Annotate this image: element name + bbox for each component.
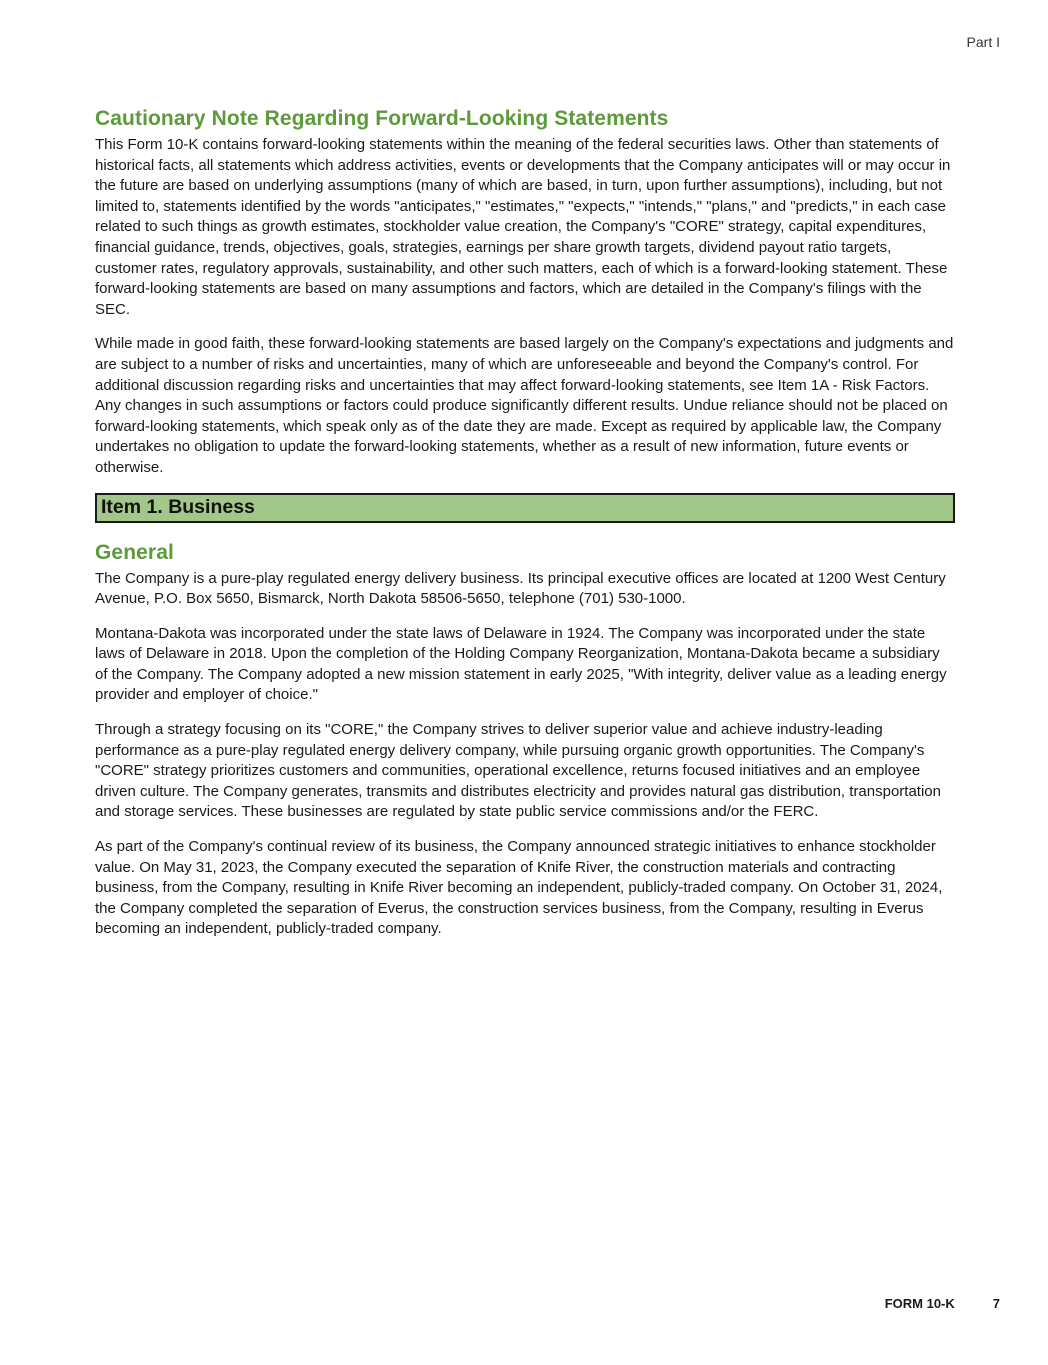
general-paragraph-4: As part of the Company's continual review of its business, the Company announced strategic initiatives to enhance stockholder value. On May 31, 2023, the Company executed the separation of Knife River, the construction materials and contracting business, from the Company, resulting in Knife River becoming an independent, publicly-traded company. On October 31, 2024, the Company completed the separation of Everus, the construction services business, from the Company, resulting in Everus becoming an independent, publicly-traded company.: [95, 838, 943, 938]
cautionary-paragraph-2: While made in good faith, these forward-looking statements are based largely on the Company's expectations and judgments and are subject to a number of risks and uncertainties, many of which are unforeseeable and beyond the Company's control. For additional discussion regarding risks and uncertainties that may affect forward-looking statements, see Item 1A - Risk Factors. Any changes in such assumptions or factors could produce significantly different results. Undue reliance should not be placed on forward-looking statements, which speak only as of the date they are made. Except as required by applicable law, the Company undertakes no obligation to update the forward-looking statements, whether as a result of new information, future events or otherwise.: [95, 335, 954, 476]
page-footer: [885, 1296, 1000, 1311]
part-label: Part I: [966, 34, 1000, 50]
cautionary-heading: Cautionary Note Regarding Forward-Looking Statements: [95, 107, 669, 130]
general-paragraph-1: The Company is a pure-play regulated energy delivery business. Its principal executive offices are located at 1200 West Century Avenue, P.O. Box 5650, Bismarck, North Dakota 58506-5650, telephone (701) 530-1000.: [95, 569, 946, 608]
form-label: FORM 10-K: [884, 1296, 955, 1311]
item-1-banner: [95, 493, 955, 523]
general-paragraph-3: Through a strategy focusing on its "CORE," the Company strives to deliver superior value and achieve industry-leading performance as a pure-play regulated energy delivery company, while pursuing organic growth opportunities. The Company's "CORE" strategy prioritizes customers and communities, operational excellence, returns focused initiatives and an employee driven culture. The Company generates, transmits and distributes electricity and provides natural gas distribution, transportation and storage services. These businesses are regulated by state public service commissions and/or the FERC.: [95, 721, 941, 821]
page-content: [95, 106, 955, 954]
cautionary-paragraph-1: This Form 10-K contains forward-looking statements within the meaning of the federal securities laws. Other than statements of historical facts, all statements which address activities, events or developments that the Company anticipates will or may occur in the future are based on underlying assumptions (many of which are based, in turn, upon further assumptions), including, but not limited to, statements identified by the words "anticipates," "estimates," "expects," "intends," "plans," and "predicts," in each case related to such things as growth estimates, stockholder value creation, the Company's "CORE" strategy, capital expenditures, financial guidance, trends, objectives, goals, strategies, earnings per share growth targets, dividend payout ratio targets, customer rates, regulatory approvals, sustainability, and other such matters, each of which is a forward-looking statement. These forward-looking statements are based on many assumptions and factors, which are detailed in the Company's filings with the SEC.: [95, 136, 951, 318]
general-paragraph-2: Montana-Dakota was incorporated under the state laws of Delaware in 1924. The Company was incorporated under the state laws of Delaware in 2018. Upon the completion of the Holding Company Reorganization, Montana-Dakota became a subsidiary of the Company. The Company adopted a new mission statement in early 2025, "With integrity, deliver value as a leading energy provider and employer of choice.": [95, 624, 947, 704]
page-number: 7: [992, 1296, 1000, 1311]
item-1-title: Item 1. Business: [101, 496, 255, 518]
general-heading: General: [95, 540, 174, 564]
